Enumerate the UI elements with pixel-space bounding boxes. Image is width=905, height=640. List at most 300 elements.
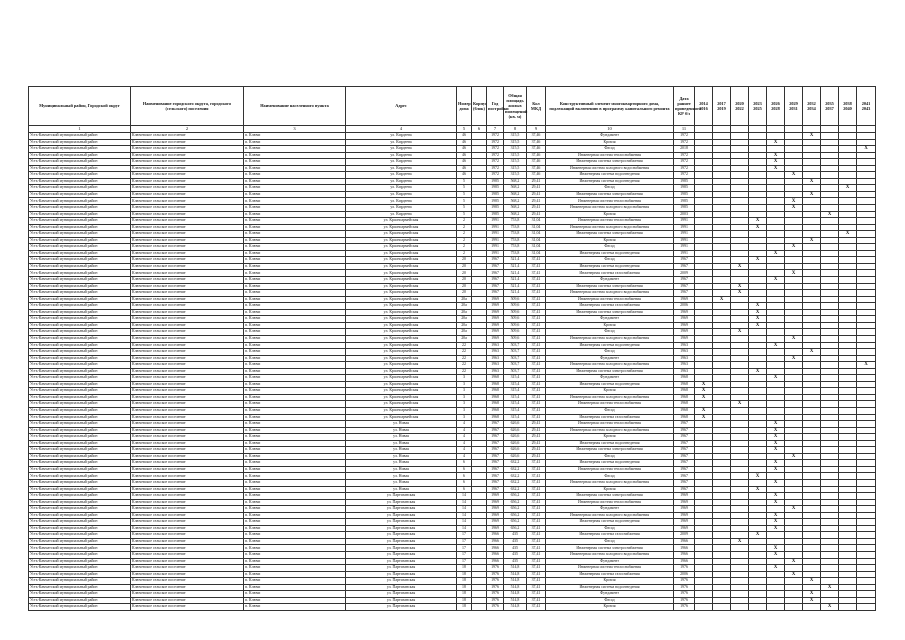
mkd-count-cell: 37,41	[527, 401, 546, 408]
period-mark: X	[767, 250, 785, 257]
mkd-count-cell: 31,04	[527, 250, 546, 257]
address-cell: ул. Красноармейская	[346, 322, 457, 329]
period-mark: X	[767, 434, 785, 441]
prior-repair-date-cell: 1967	[674, 434, 695, 441]
poselenie-cell: Ключевское сельское поселение	[131, 146, 244, 153]
mkd-count-cell: 37,41	[527, 538, 546, 545]
settlement-cell: п. Ключи	[244, 381, 346, 388]
column-number	[857, 126, 876, 133]
prior-repair-date-cell: 1991	[674, 250, 695, 257]
structural-element-cell: Инженерная система теплоснабжения	[546, 401, 674, 408]
column-header: 2020 2022	[731, 87, 749, 126]
poselenie-cell: Ключевское сельское поселение	[131, 329, 244, 336]
settlement-cell: п. Ключи	[244, 290, 346, 297]
structural-element-cell: Инженерная система газоснабжения	[546, 414, 674, 421]
address-cell: ул. Партизанская	[346, 519, 457, 526]
living-area-cell: 509,6	[504, 303, 527, 310]
raion-cell: Усть-Камчатский муниципальный район	[29, 434, 131, 441]
mkd-count-cell: 37,41	[527, 296, 546, 303]
column-number	[731, 126, 749, 133]
address-cell: ул. Кирдеева	[346, 191, 457, 198]
prior-repair-date-cell: 1969	[674, 493, 695, 500]
raion-cell: Усть-Камчатский муниципальный район	[29, 368, 131, 375]
raion-cell: Усть-Камчатский муниципальный район	[29, 231, 131, 238]
build-year-cell: 1967	[487, 427, 504, 434]
address-cell: ул. Кирдеева	[346, 152, 457, 159]
mkd-count-cell: 37,41	[527, 545, 546, 552]
poselenie-cell: Ключевское сельское поселение	[131, 205, 244, 212]
poselenie-cell: Ключевское сельское поселение	[131, 257, 244, 264]
raion-cell: Усть-Камчатский муниципальный район	[29, 322, 131, 329]
raion-cell: Усть-Камчатский муниципальный район	[29, 473, 131, 480]
house-number-cell: 14	[457, 512, 472, 519]
poselenie-cell: Ключевское сельское поселение	[131, 545, 244, 552]
settlement-cell: п. Ключи	[244, 296, 346, 303]
mkd-count-cell: 29,41	[527, 427, 546, 434]
column-number: 9	[527, 126, 546, 133]
build-year-cell: 1969	[487, 499, 504, 506]
address-cell: ул. Красноармейская	[346, 270, 457, 277]
poselenie-cell: Ключевское сельское поселение	[131, 479, 244, 486]
period-mark: X	[749, 224, 767, 231]
house-number-cell: 3	[457, 414, 472, 421]
prior-repair-date-cell: 1968	[674, 375, 695, 382]
mkd-count-cell: 29,41	[527, 440, 546, 447]
structural-element-cell: Фундамент	[546, 133, 674, 140]
mkd-count-cell: 29,41	[527, 434, 546, 441]
prior-repair-date-cell: 1966	[674, 538, 695, 545]
column-header: Номер дома	[457, 87, 472, 126]
raion-cell: Усть-Камчатский муниципальный район	[29, 205, 131, 212]
settlement-cell: п. Ключи	[244, 316, 346, 323]
settlement-cell: п. Ключи	[244, 421, 346, 428]
raion-cell: Усть-Камчатский муниципальный район	[29, 250, 131, 257]
house-number-cell: 22	[457, 362, 472, 369]
living-area-cell: 656,2	[504, 499, 527, 506]
house-number-cell: 4	[457, 421, 472, 428]
poselenie-cell: Ключевское сельское поселение	[131, 237, 244, 244]
house-number-cell: 20а	[457, 316, 472, 323]
structural-element-cell: Фасад	[546, 185, 674, 192]
build-year-cell: 1967	[487, 453, 504, 460]
structural-element-cell: Инженерная система газоснабжения	[546, 270, 674, 277]
house-number-cell: 2	[457, 237, 472, 244]
build-year-cell: 1966	[487, 532, 504, 539]
prior-repair-date-cell: 1991	[674, 231, 695, 238]
mkd-count-cell: 37,41	[527, 597, 546, 604]
mkd-count-cell: 37,41	[527, 479, 546, 486]
settlement-cell: п. Ключи	[244, 283, 346, 290]
period-mark: X	[731, 263, 749, 270]
structural-element-cell: Фундамент	[546, 506, 674, 513]
period-mark: X	[749, 486, 767, 493]
living-area-cell: 656,2	[504, 519, 527, 526]
period-mark: X	[803, 133, 821, 140]
raion-cell: Усть-Камчатский муниципальный район	[29, 545, 131, 552]
structural-element-cell: Инженерная система водоотведения	[546, 440, 674, 447]
settlement-cell: п. Ключи	[244, 329, 346, 336]
prior-repair-date-cell: 2003	[674, 211, 695, 218]
mkd-count-cell: 29,41	[527, 421, 546, 428]
period-mark: X	[767, 152, 785, 159]
prior-repair-date-cell: 1969	[674, 329, 695, 336]
prior-repair-date-cell: 1969	[674, 506, 695, 513]
house-number-cell: 18	[457, 584, 472, 591]
settlement-cell: п. Ключи	[244, 250, 346, 257]
structural-element-cell: Инженерная система водоотведения	[546, 250, 674, 257]
house-number-cell: 20	[457, 257, 472, 264]
structural-element-cell: Инженерная система водоотведения	[546, 584, 674, 591]
poselenie-cell: Ключевское сельское поселение	[131, 368, 244, 375]
prior-repair-date-cell: 1985	[674, 185, 695, 192]
raion-cell: Усть-Камчатский муниципальный район	[29, 152, 131, 159]
poselenie-cell: Ключевское сельское поселение	[131, 407, 244, 414]
house-number-cell: 5	[457, 205, 472, 212]
column-number: 1	[29, 126, 131, 133]
mkd-count-cell: 37,46	[527, 165, 546, 172]
period-cell	[803, 604, 821, 611]
living-area-cell: 568,2	[504, 211, 527, 218]
raion-cell: Усть-Камчатский муниципальный район	[29, 512, 131, 519]
settlement-cell: п. Ключи	[244, 584, 346, 591]
settlement-cell: п. Ключи	[244, 270, 346, 277]
column-number	[695, 126, 713, 133]
prior-repair-date-cell: 1967	[674, 440, 695, 447]
living-area-cell: 626,6	[504, 453, 527, 460]
living-area-cell: 656,2	[504, 493, 527, 500]
house-number-cell: 17	[457, 558, 472, 565]
prior-repair-date-cell: 1963	[674, 362, 695, 369]
settlement-cell: п. Ключи	[244, 257, 346, 264]
raion-cell: Усть-Камчатский муниципальный район	[29, 191, 131, 198]
address-cell: ул. Партизанская	[346, 532, 457, 539]
settlement-cell: п. Ключи	[244, 165, 346, 172]
raion-cell: Усть-Камчатский муниципальный район	[29, 296, 131, 303]
prior-repair-date-cell: 1969	[674, 512, 695, 519]
mkd-count-cell: 31,04	[527, 231, 546, 238]
period-mark: X	[803, 191, 821, 198]
build-year-cell: 1991	[487, 237, 504, 244]
house-number-cell: 46	[457, 139, 472, 146]
address-cell: ул. Новая	[346, 486, 457, 493]
house-number-cell: 14	[457, 493, 472, 500]
living-area-cell: 632,2	[504, 466, 527, 473]
mkd-count-cell: 37,41	[527, 290, 546, 297]
raion-cell: Усть-Камчатский муниципальный район	[29, 309, 131, 316]
address-cell: ул. Кирдеева	[346, 165, 457, 172]
poselenie-cell: Ключевское сельское поселение	[131, 401, 244, 408]
mkd-count-cell: 31,04	[527, 218, 546, 225]
address-cell: ул. Красноармейская	[346, 335, 457, 342]
poselenie-cell: Ключевское сельское поселение	[131, 525, 244, 532]
build-year-cell: 1967	[487, 466, 504, 473]
mkd-count-cell: 37,41	[527, 283, 546, 290]
structural-element-cell: Фасад	[546, 453, 674, 460]
build-year-cell: 1966	[487, 545, 504, 552]
period-mark: X	[749, 218, 767, 225]
structural-element-cell: Инженерная система газоснабжения	[546, 532, 674, 539]
prior-repair-date-cell: 1968	[674, 381, 695, 388]
prior-repair-date-cell: 1969	[674, 309, 695, 316]
prior-repair-date-cell: 1985	[674, 198, 695, 205]
poselenie-cell: Ключевское сельское поселение	[131, 538, 244, 545]
mkd-count-cell: 37,41	[527, 335, 546, 342]
settlement-cell: п. Ключи	[244, 263, 346, 270]
address-cell: ул. Новая	[346, 460, 457, 467]
raion-cell: Усть-Камчатский муниципальный район	[29, 571, 131, 578]
house-number-cell: 5	[457, 191, 472, 198]
period-mark: X	[767, 479, 785, 486]
poselenie-cell: Ключевское сельское поселение	[131, 427, 244, 434]
build-year-cell: 1963	[487, 342, 504, 349]
address-cell: ул. Партизанская	[346, 493, 457, 500]
living-area-cell: 514,8	[504, 571, 527, 578]
poselenie-cell: Ключевское сельское поселение	[131, 139, 244, 146]
raion-cell: Усть-Камчатский муниципальный район	[29, 133, 131, 140]
raion-cell: Усть-Камчатский муниципальный район	[29, 185, 131, 192]
period-mark: X	[767, 545, 785, 552]
column-header: Корпус (блок)	[472, 87, 487, 126]
settlement-cell: п. Ключи	[244, 414, 346, 421]
build-year-cell: 1967	[487, 270, 504, 277]
build-year-cell: 1991	[487, 250, 504, 257]
address-cell: ул. Красноармейская	[346, 263, 457, 270]
structural-element-cell: Инженерная система электроснабжения	[546, 368, 674, 375]
settlement-cell: п. Ключи	[244, 591, 346, 598]
living-area-cell: 503,7	[504, 362, 527, 369]
raion-cell: Усть-Камчатский муниципальный район	[29, 218, 131, 225]
mkd-count-cell: 37,41	[527, 499, 546, 506]
living-area-cell: 656,2	[504, 506, 527, 513]
build-year-cell: 1963	[487, 349, 504, 356]
house-number-cell: 6	[457, 460, 472, 467]
house-number-cell: 6	[457, 473, 472, 480]
living-area-cell: 568,2	[504, 191, 527, 198]
settlement-cell: п. Ключи	[244, 460, 346, 467]
raion-cell: Усть-Камчатский муниципальный район	[29, 342, 131, 349]
address-cell: ул. Красноармейская	[346, 349, 457, 356]
column-number	[839, 126, 857, 133]
column-header: Общая площадь жилых помещений (кв. м)	[504, 87, 527, 126]
mkd-count-cell: 29,41	[527, 191, 546, 198]
raion-cell: Усть-Камчатский муниципальный район	[29, 414, 131, 421]
build-year-cell: 1976	[487, 571, 504, 578]
poselenie-cell: Ключевское сельское поселение	[131, 362, 244, 369]
prior-repair-date-cell: 1963	[674, 342, 695, 349]
house-number-cell: 5	[457, 211, 472, 218]
house-number-cell: 5	[457, 178, 472, 185]
build-year-cell: 1967	[487, 486, 504, 493]
address-cell: ул. Партизанская	[346, 597, 457, 604]
settlement-cell: п. Ключи	[244, 512, 346, 519]
prior-repair-date-cell: 1969	[674, 316, 695, 323]
period-mark: X	[785, 453, 803, 460]
build-year-cell: 1972	[487, 133, 504, 140]
raion-cell: Усть-Камчатский муниципальный район	[29, 525, 131, 532]
build-year-cell: 1969	[487, 316, 504, 323]
poselenie-cell: Ключевское сельское поселение	[131, 394, 244, 401]
house-number-cell: 22	[457, 349, 472, 356]
settlement-cell: п. Ключи	[244, 434, 346, 441]
raion-cell: Усть-Камчатский муниципальный район	[29, 453, 131, 460]
settlement-cell: п. Ключи	[244, 342, 346, 349]
living-area-cell: 514,8	[504, 591, 527, 598]
period-mark: X	[803, 597, 821, 604]
settlement-cell: п. Ключи	[244, 237, 346, 244]
prior-repair-date-cell: 1985	[674, 205, 695, 212]
address-cell: ул. Красноармейская	[346, 407, 457, 414]
structural-element-cell: Инженерная система теплоснабжения	[546, 499, 674, 506]
mkd-count-cell: 37,46	[527, 139, 546, 146]
period-mark: X	[839, 231, 857, 238]
build-year-cell: 1969	[487, 303, 504, 310]
structural-element-cell: Инженерная система теплоснабжения	[546, 565, 674, 572]
address-cell: ул. Красноармейская	[346, 290, 457, 297]
prior-repair-date-cell: 2009	[674, 532, 695, 539]
mkd-count-cell: 37,41	[527, 473, 546, 480]
settlement-cell: п. Ключи	[244, 355, 346, 362]
house-number-cell: 18	[457, 578, 472, 585]
build-year-cell: 1968	[487, 381, 504, 388]
living-area-cell: 315,5	[504, 152, 527, 159]
poselenie-cell: Ключевское сельское поселение	[131, 309, 244, 316]
address-cell: ул. Кирдеева	[346, 139, 457, 146]
raion-cell: Усть-Камчатский муниципальный район	[29, 224, 131, 231]
build-year-cell: 1967	[487, 283, 504, 290]
living-area-cell: 315,4	[504, 375, 527, 382]
address-cell: ул. Красноармейская	[346, 388, 457, 395]
poselenie-cell: Ключевское сельское поселение	[131, 224, 244, 231]
living-area-cell: 503,7	[504, 349, 527, 356]
period-mark: X	[695, 388, 713, 395]
poselenie-cell: Ключевское сельское поселение	[131, 335, 244, 342]
house-number-cell: 18	[457, 591, 472, 598]
structural-element-cell: Фасад	[546, 146, 674, 153]
build-year-cell: 1972	[487, 146, 504, 153]
prior-repair-date-cell: 1967	[674, 263, 695, 270]
house-number-cell: 20а	[457, 335, 472, 342]
house-number-cell: 14	[457, 506, 472, 513]
living-area-cell: 509,6	[504, 309, 527, 316]
address-cell: ул. Партизанская	[346, 499, 457, 506]
poselenie-cell: Ключевское сельское поселение	[131, 355, 244, 362]
living-area-cell: 626,6	[504, 447, 527, 454]
settlement-cell: п. Ключи	[244, 218, 346, 225]
period-mark: X	[785, 270, 803, 277]
house-number-cell: 5	[457, 198, 472, 205]
address-cell: ул. Новая	[346, 447, 457, 454]
address-cell: ул. Новая	[346, 453, 457, 460]
living-area-cell: 753,8	[504, 218, 527, 225]
column-number: 5	[457, 126, 472, 133]
living-area-cell: 514,8	[504, 597, 527, 604]
house-number-cell: 46	[457, 133, 472, 140]
living-area-cell: 315,4	[504, 388, 527, 395]
house-number-cell: 17	[457, 552, 472, 559]
address-cell: ул. Красноармейская	[346, 257, 457, 264]
living-area-cell: 509,6	[504, 316, 527, 323]
header-row	[29, 87, 876, 126]
settlement-cell: п. Ключи	[244, 558, 346, 565]
address-cell: ул. Красноармейская	[346, 355, 457, 362]
column-header: Дата раннее проведенного КР б/з	[674, 87, 695, 126]
period-mark: X	[767, 519, 785, 526]
house-number-cell: 2	[457, 218, 472, 225]
build-year-cell: 1963	[487, 368, 504, 375]
settlement-cell: п. Ключи	[244, 394, 346, 401]
mkd-count-cell: 29,41	[527, 453, 546, 460]
column-header: 2026 2028	[767, 87, 785, 126]
mkd-count-cell: 37,41	[527, 362, 546, 369]
poselenie-cell: Ключевское сельское поселение	[131, 133, 244, 140]
structural-element-cell: Кровля	[546, 486, 674, 493]
living-area-cell: 753,8	[504, 250, 527, 257]
living-area-cell: 753,8	[504, 237, 527, 244]
mkd-count-cell: 37,41	[527, 303, 546, 310]
period-mark: X	[749, 532, 767, 539]
poselenie-cell: Ключевское сельское поселение	[131, 466, 244, 473]
house-number-cell: 14	[457, 519, 472, 526]
build-year-cell: 1969	[487, 322, 504, 329]
period-mark: X	[785, 506, 803, 513]
period-mark: X	[731, 283, 749, 290]
raion-cell: Усть-Камчатский муниципальный район	[29, 329, 131, 336]
build-year-cell: 1969	[487, 309, 504, 316]
structural-element-cell: Фасад	[546, 597, 674, 604]
address-cell: ул. Новая	[346, 427, 457, 434]
living-area-cell: 568,2	[504, 185, 527, 192]
structural-element-cell: Инженерная система водоотведения	[546, 342, 674, 349]
period-mark: X	[803, 178, 821, 185]
address-cell: ул. Партизанская	[346, 552, 457, 559]
structural-element-cell: Инженерная система водоотведения	[546, 381, 674, 388]
prior-repair-date-cell: 1969	[674, 322, 695, 329]
settlement-cell: п. Ключи	[244, 597, 346, 604]
structural-element-cell: Кровля	[546, 139, 674, 146]
mkd-count-cell: 37,41	[527, 525, 546, 532]
period-cell	[839, 604, 857, 611]
raion-cell: Усть-Камчатский муниципальный район	[29, 349, 131, 356]
poselenie-cell: Ключевское сельское поселение	[131, 578, 244, 585]
raion-cell: Усть-Камчатский муниципальный район	[29, 506, 131, 513]
raion-cell: Усть-Камчатский муниципальный район	[29, 447, 131, 454]
column-number: 8	[504, 126, 527, 133]
raion-cell: Усть-Камчатский муниципальный район	[29, 407, 131, 414]
structural-element-cell: Инженерная система холодного водоснабжения	[546, 335, 674, 342]
build-year-cell: 1972	[487, 165, 504, 172]
column-header: Наименование городского округа, городского (сельского) поселения	[131, 87, 244, 126]
prior-repair-date-cell: 1976	[674, 584, 695, 591]
prior-repair-date-cell: 1972	[674, 172, 695, 179]
mkd-count-cell: 29,41	[527, 198, 546, 205]
build-year-cell: 1968	[487, 388, 504, 395]
structural-element-cell: Фундамент	[546, 355, 674, 362]
period-mark: X	[767, 421, 785, 428]
house-number-cell: 2	[457, 250, 472, 257]
structural-element-cell: Инженерная система электроснабжения	[546, 493, 674, 500]
living-area-cell: 632,2	[504, 486, 527, 493]
mkd-count-cell: 37,41	[527, 460, 546, 467]
living-area-cell: 315,5	[504, 133, 527, 140]
living-area-cell: 435	[504, 552, 527, 559]
settlement-cell: п. Ключи	[244, 525, 346, 532]
poselenie-cell: Ключевское сельское поселение	[131, 277, 244, 284]
mkd-count-cell: 37,41	[527, 558, 546, 565]
period-mark: X	[767, 565, 785, 572]
structural-element-cell: Фасад	[546, 525, 674, 532]
structural-element-cell: Инженерная система электроснабжения	[546, 447, 674, 454]
address-cell: ул. Партизанская	[346, 545, 457, 552]
